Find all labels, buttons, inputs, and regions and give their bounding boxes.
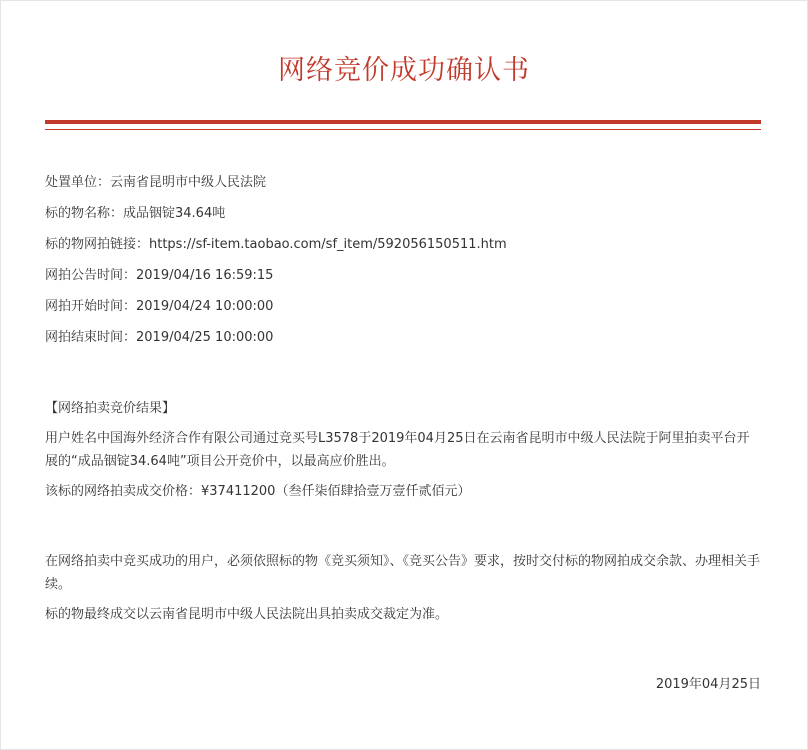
title-divider-thick xyxy=(45,120,761,124)
final-notice: 标的物最终成交以云南省昆明市中级人民法院出具拍卖成交裁定为准。 xyxy=(45,607,449,622)
document-title: 网络竞价成功确认书 xyxy=(278,55,530,86)
disposal-unit: 处置单位：云南省昆明市中级人民法院 xyxy=(45,175,267,190)
announce-time: 网拍公告时间：2019/04/16 16:59:15 xyxy=(45,268,274,283)
item-name: 标的物名称：成品铟锭34.64吨 xyxy=(45,206,226,221)
result-paragraph: 用户姓名中国海外经济合作有限公司通过竞买号L3578于2019年04月25日在云南省昆明市中级人民法院于阿里拍卖平台开展的“成品铟锭34.64吨”项目公开竞价中，以最高应价胜出。 xyxy=(45,431,750,469)
notice-paragraph: 在网络拍卖中竞买成功的用户，必须依照标的物《竞买须知》、《竞买公告》要求，按时交付标的物网拍成交余款、办理相关手续。 xyxy=(45,554,761,592)
item-link[interactable]: 标的物网拍链接：https://sf-item.taobao.com/sf_item/592056150511.htm xyxy=(45,237,507,252)
title-divider-thin xyxy=(45,129,761,130)
result-heading: 【网络拍卖竞价结果】 xyxy=(45,401,176,416)
document-date: 2019年04月25日 xyxy=(655,677,761,692)
deal-price: 该标的网络拍卖成交价格：¥37411200（叁仟柒佰肆拾壹万壹仟贰佰元） xyxy=(45,484,471,499)
end-time: 网拍结束时间：2019/04/25 10:00:00 xyxy=(45,330,274,345)
start-time: 网拍开始时间：2019/04/24 10:00:00 xyxy=(45,299,274,314)
